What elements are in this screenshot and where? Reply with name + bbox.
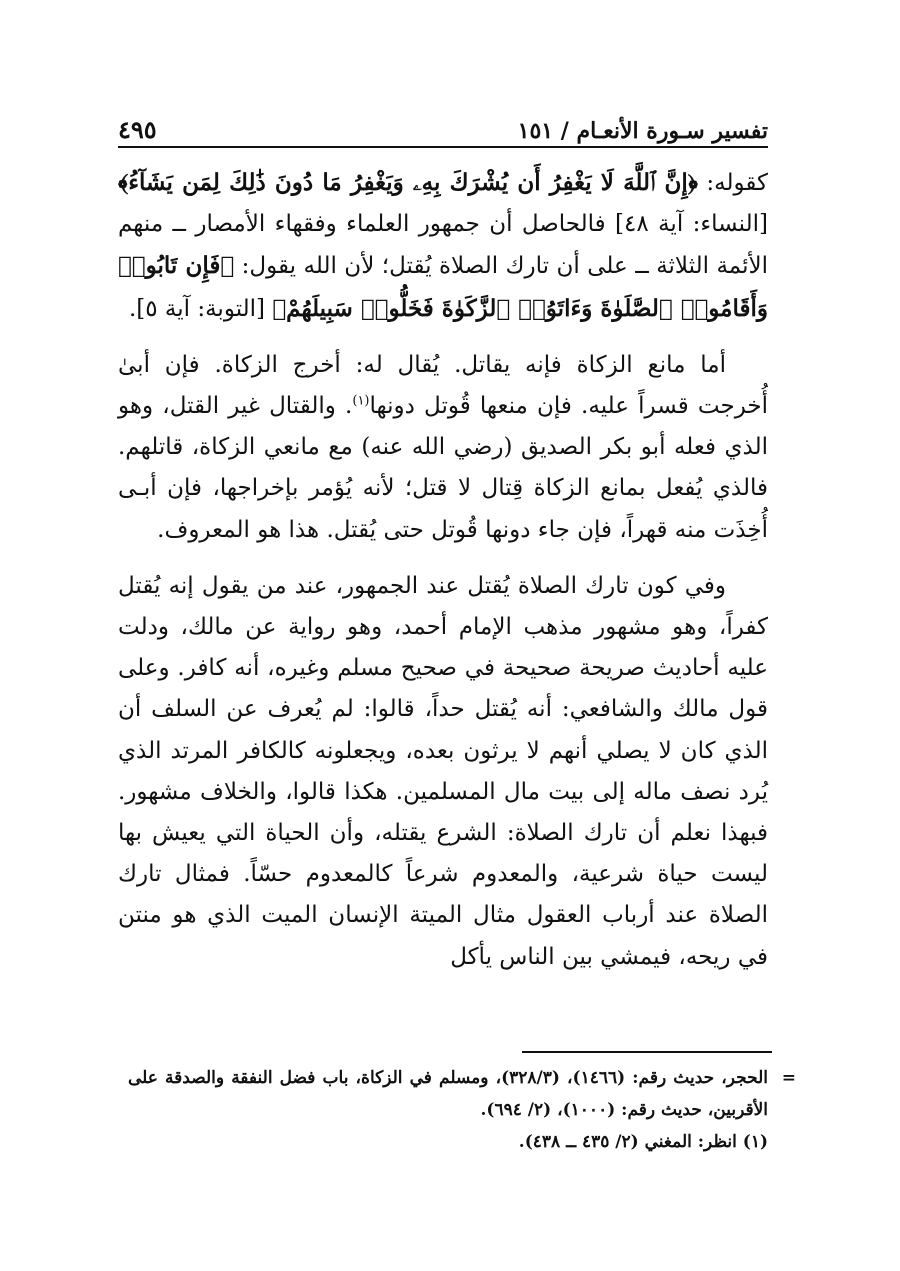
footnote-1: (١) انظر: المغني (٢/ ٤٣٥ ــ ٤٣٨). [518, 1132, 768, 1152]
quran-verse-1: إِنَّ ٱللَّهَ لَا يَغْفِرُ أَن يُشْرَكَ بِهِۦ وَيَغْفِرُ مَا دُونَ ذَٰلِكَ لِمَن يَشَآءُ [128, 169, 688, 196]
paragraph-2-text-b: . والقتال غير القتل، وهو الذي فعله أبو بكر الصديق (رضي الله عنه) مع مانعي الزكاة، قاتلهم. فالذي يُفعل بمانع الزكاة قِتال لا قتل؛ لأنه يُؤمر بإخراجها، فإن أبـى أُخِذَت منه قهراً، فإن جاء دونها قُوتل حتى يُقتل. هذا هو المعروف. [118, 393, 768, 543]
close-bracket: ﴾ [118, 169, 129, 196]
lead-text: كقوله: [697, 170, 768, 196]
continuation-mark: = [781, 1068, 796, 1088]
paragraph-1 [118, 162, 768, 330]
footnote-continuation [128, 1062, 796, 1126]
footnote-reference: (١) [352, 393, 370, 409]
footnote-continuation-text: الحجر، حديث رقم: (١٤٦٦)، (٣٢٨/٣)، ومسلم في الزكاة، باب فضل النفقة والصدقة على الأقربين، حديث رقم: (١٠٠٠)، (٢/ ٦٩٤). [128, 1068, 768, 1120]
main-text [118, 162, 768, 978]
paragraph-3-text: وفي كون تارك الصلاة يُقتل عند الجمهور، عند من يقول إنه يُقتل كفراً، وهو مشهور مذهب الإمام أحمد، وهو رواية عن مالك، ودلت عليه أحاديث صريحة صحيحة في صحيح مسلم وغيره، أنه كافر. وعلى قول مالك والشافعي: أنه يُقتل حداً، قالوا: لم يُعرف عن السلف أن الذي كان لا يصلي أنهم لا يرثون بعده، ويجعلونه كالكافر المرتد الذي يُرد نصف ماله إلى بيت مال المسلمين. هكذا قالوا، والخلاف مشهور. فبهذا نعلم أن تارك الصلاة: الشرع يقتله، وأن الحياة التي يعيش بها ليست حياة شرعية، والمعدوم شرعاً كالمعدوم حسّاً. فمثال تارك الصلاة عند أرباب العقول مثال الميتة الإنسان الميت الذي هو منتن في ريحه، فيمشي بين الناس يأكل [118, 572, 768, 970]
paragraph-2 [118, 345, 768, 551]
page-number: ٤٩٥ [118, 115, 157, 144]
paragraph-3 [118, 566, 768, 978]
paragraph-2-text-a: أما مانع الزكاة فإنه يقاتل. يُقال له: أخرج الزكاة. فإن أبىٰ أُخرجت قسراً عليه. فإن منعها قُوتل دونها [118, 351, 768, 420]
page-header [118, 100, 768, 144]
footnotes [128, 1062, 796, 1158]
quran-verse-2: فَإِن تَابُوا۟ وَأَقَامُوا۟ ٱلصَّلَوٰةَ وَءَاتَوُا۟ ٱلزَّكَوٰةَ فَخَلُّوا۟ سَبِيلَهُمْ [118, 252, 768, 322]
running-title: تفسير سـورة الأنعـام / ١٥١ [517, 118, 768, 144]
open-bracket: ﴿ [220, 252, 235, 280]
verse-reference-1: [النساء: آية ٤٨] [605, 211, 768, 238]
verse-reference-2: [التوبة: آية ٥]. [128, 295, 273, 322]
open-bracket: ﴿ [687, 169, 698, 196]
paragraph-1-text: فالحاصل أن جمهور العلماء وفقهاء الأمصار ــ منهم الأئمة الثلاثة ــ على أن تارك الصلاة يُقتل؛ لأن الله يقول: [118, 211, 768, 280]
header-rule [118, 146, 768, 148]
footnote-rule [522, 1051, 772, 1053]
close-bracket: ﴾ [272, 294, 287, 322]
